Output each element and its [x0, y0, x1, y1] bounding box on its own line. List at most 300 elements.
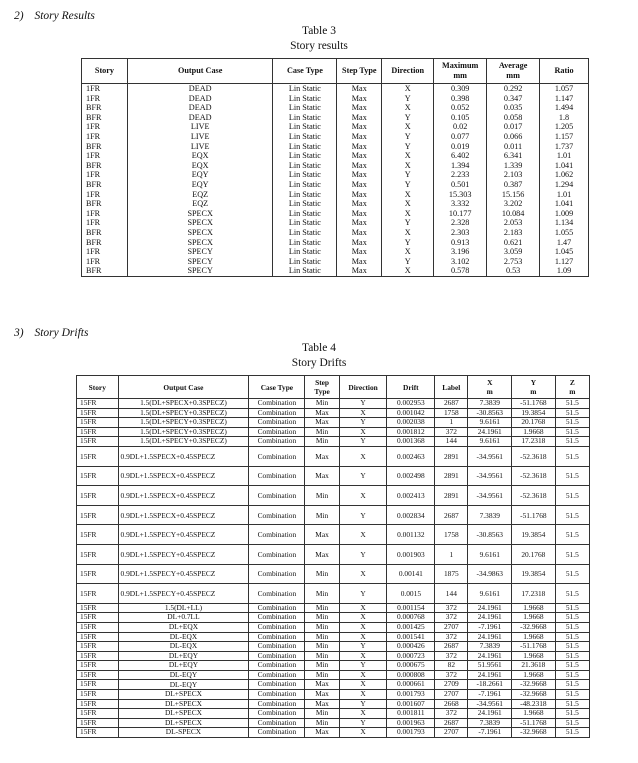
table-cell: 1FR	[82, 190, 128, 200]
table-cell: 51.5	[555, 632, 589, 642]
table-cell: -32.9668	[512, 728, 556, 738]
table-cell: 15FR	[77, 505, 119, 525]
column-header: X m	[468, 376, 512, 399]
table-cell: 0.9DL+1.5SPECX+0.45SPECZ	[118, 486, 249, 506]
column-header: Y m	[512, 376, 556, 399]
table-cell: 1.9668	[512, 613, 556, 623]
table-cell: Combination	[249, 418, 305, 428]
table-cell: 1FR	[82, 247, 128, 257]
table-cell: Y	[382, 238, 434, 248]
table-cell: 15FR	[77, 680, 119, 690]
table-cell: 0.001042	[387, 408, 435, 418]
table-cell: DL+SPECX	[118, 718, 249, 728]
table-cell: 7.3839	[468, 399, 512, 409]
table-cell: Min	[305, 437, 339, 447]
table-cell: 24.1961	[468, 613, 512, 623]
table-cell: EQX	[127, 151, 273, 161]
table-cell: 0.017	[487, 122, 540, 132]
table-cell: 15FR	[77, 427, 119, 437]
table-cell: Min	[305, 613, 339, 623]
table-cell: 0.387	[487, 180, 540, 190]
table-cell: Y	[382, 142, 434, 152]
column-header: Output Case	[118, 376, 249, 399]
table-cell: 2891	[435, 486, 468, 506]
table-cell: Y	[339, 699, 387, 709]
table-cell: 2891	[435, 466, 468, 486]
table-cell: -52.3618	[512, 446, 556, 466]
table-cell: SPECY	[127, 257, 273, 267]
table-cell: 51.5	[555, 437, 589, 447]
table4-caption-title: Story Drifts	[291, 357, 347, 369]
table-cell: 15FR	[77, 544, 119, 564]
table-row	[82, 94, 589, 104]
table-cell: X	[382, 84, 434, 94]
table-cell: 19.3854	[512, 525, 556, 545]
table-cell: Y	[382, 113, 434, 123]
table-cell: Combination	[249, 709, 305, 719]
table-cell: 1.9668	[512, 603, 556, 613]
table-cell: 0.9DL+1.5SPECY+0.45SPECZ	[118, 564, 249, 584]
section-title: Story Results	[34, 10, 95, 22]
table-cell: 0.913	[434, 238, 487, 248]
table-cell: 15.303	[434, 190, 487, 200]
table-cell: 1.057	[540, 84, 589, 94]
table-cell: DEAD	[127, 84, 273, 94]
table-cell: 2709	[435, 680, 468, 690]
table-cell: 15FR	[77, 642, 119, 652]
table-cell: 1FR	[82, 132, 128, 142]
table-cell: 0.105	[434, 113, 487, 123]
section-number: 3)	[14, 327, 24, 339]
table-cell: 0.398	[434, 94, 487, 104]
table-cell: X	[382, 151, 434, 161]
table-cell: -32.9668	[512, 690, 556, 700]
table-cell: 0.066	[487, 132, 540, 142]
table-row	[82, 218, 589, 228]
table-row	[82, 247, 589, 257]
table-cell: -34.9863	[468, 564, 512, 584]
story-drifts-table	[76, 375, 590, 738]
table-cell: 0.001154	[387, 603, 435, 613]
table-cell: X	[339, 728, 387, 738]
table-cell: Lin Static	[273, 180, 337, 190]
table-cell: Y	[382, 218, 434, 228]
table-row	[77, 408, 590, 418]
table-cell: 372	[435, 670, 468, 680]
table-cell: Y	[339, 505, 387, 525]
table-cell: 1875	[435, 564, 468, 584]
table-cell: 0.001811	[387, 709, 435, 719]
table-cell: 1.041	[540, 161, 589, 171]
section-number: 2)	[14, 10, 24, 22]
table-cell: SPECX	[127, 228, 273, 238]
table-cell: Max	[305, 544, 339, 564]
column-header: Label	[435, 376, 468, 399]
table-cell: 7.3839	[468, 505, 512, 525]
table-cell: Max	[305, 690, 339, 700]
table-cell: 2.233	[434, 170, 487, 180]
table-cell: BFR	[82, 113, 128, 123]
table-cell: Max	[337, 199, 382, 209]
table-row	[77, 525, 590, 545]
table-cell: Lin Static	[273, 94, 337, 104]
table-cell: 15FR	[77, 728, 119, 738]
table-cell: 51.5	[555, 505, 589, 525]
table-cell: 0.578	[434, 266, 487, 276]
table-cell: BFR	[82, 238, 128, 248]
table-cell: 2687	[435, 718, 468, 728]
table-cell: Lin Static	[273, 209, 337, 219]
table-cell: -34.9561	[468, 466, 512, 486]
table-cell: 2687	[435, 642, 468, 652]
table-cell: X	[382, 247, 434, 257]
table-cell: 1.045	[540, 247, 589, 257]
table-cell: X	[339, 603, 387, 613]
table-cell: X	[382, 266, 434, 276]
table-row	[77, 446, 590, 466]
table-cell: 2687	[435, 399, 468, 409]
table-cell: 1.9668	[512, 632, 556, 642]
table-cell: 0.347	[487, 94, 540, 104]
table-cell: 0.001607	[387, 699, 435, 709]
table3-caption-title: Story results	[290, 40, 348, 52]
table-row	[77, 564, 590, 584]
table-cell: 372	[435, 709, 468, 719]
table-cell: -34.9561	[468, 699, 512, 709]
table-cell: 0.9DL+1.5SPECX+0.45SPECZ	[118, 446, 249, 466]
table-cell: Max	[337, 247, 382, 257]
table-row	[77, 613, 590, 623]
table-cell: 0.077	[434, 132, 487, 142]
table-cell: 51.5	[555, 418, 589, 428]
table-cell: 1758	[435, 525, 468, 545]
table-cell: 15FR	[77, 584, 119, 604]
table-cell: X	[382, 228, 434, 238]
table-cell: Lin Static	[273, 257, 337, 267]
table-cell: 15FR	[77, 564, 119, 584]
column-header: Output Case	[127, 59, 273, 84]
table-cell: 0.9DL+1.5SPECY+0.45SPECZ	[118, 584, 249, 604]
table-cell: SPECX	[127, 218, 273, 228]
table-cell: Lin Static	[273, 151, 337, 161]
table-cell: Combination	[249, 544, 305, 564]
table-cell: Combination	[249, 427, 305, 437]
table-cell: 2891	[435, 446, 468, 466]
table-cell: X	[382, 161, 434, 171]
table-cell: Max	[337, 209, 382, 219]
table-cell: Combination	[249, 446, 305, 466]
table-row	[82, 199, 589, 209]
table-cell: DL+SPECX	[118, 699, 249, 709]
table-cell: 0.002038	[387, 418, 435, 428]
table-row	[77, 642, 590, 652]
table-cell: 1.737	[540, 142, 589, 152]
table-cell: 0.001368	[387, 437, 435, 447]
table-cell: 1FR	[82, 84, 128, 94]
table-cell: 51.5	[555, 728, 589, 738]
table-cell: DL-EQY	[118, 680, 249, 690]
table-cell: SPECY	[127, 247, 273, 257]
table-cell: 0.02	[434, 122, 487, 132]
table-cell: 1.294	[540, 180, 589, 190]
table-cell: 1.041	[540, 199, 589, 209]
table-cell: 20.1768	[512, 418, 556, 428]
table-cell: X	[339, 564, 387, 584]
table-cell: 2.183	[487, 228, 540, 238]
table-cell: 1758	[435, 408, 468, 418]
table-cell: 24.1961	[468, 427, 512, 437]
table-cell: 51.5	[555, 446, 589, 466]
table-cell: 1.8	[540, 113, 589, 123]
table-cell: 15FR	[77, 408, 119, 418]
table-cell: Max	[305, 680, 339, 690]
table-cell: 9.6161	[468, 584, 512, 604]
table-cell: 82	[435, 661, 468, 671]
table-row	[82, 113, 589, 123]
table-row	[82, 142, 589, 152]
table-cell: EQZ	[127, 199, 273, 209]
table-cell: X	[382, 199, 434, 209]
table-cell: Y	[339, 418, 387, 428]
table-cell: 15FR	[77, 525, 119, 545]
table-cell: 0.000808	[387, 670, 435, 680]
table-cell: 51.5	[555, 642, 589, 652]
table-cell: Max	[337, 257, 382, 267]
table-cell: 51.5	[555, 486, 589, 506]
table-row	[82, 103, 589, 113]
table-cell: 15FR	[77, 466, 119, 486]
table-row	[77, 486, 590, 506]
table-cell: BFR	[82, 103, 128, 113]
table-cell: Lin Static	[273, 218, 337, 228]
table-cell: Combination	[249, 408, 305, 418]
table-cell: Max	[337, 103, 382, 113]
table-cell: Combination	[249, 728, 305, 738]
table-cell: Combination	[249, 622, 305, 632]
table-cell: 1FR	[82, 170, 128, 180]
column-header: Direction	[339, 376, 387, 399]
table-cell: 1.09	[540, 266, 589, 276]
table-cell: 372	[435, 632, 468, 642]
table-cell: Max	[305, 408, 339, 418]
table-cell: 0.002834	[387, 505, 435, 525]
table-cell: Y	[339, 544, 387, 564]
table-cell: Min	[305, 642, 339, 652]
table-cell: 1FR	[82, 151, 128, 161]
table-cell: BFR	[82, 180, 128, 190]
table-cell: 15.156	[487, 190, 540, 200]
table-cell: Combination	[249, 680, 305, 690]
table-cell: 1.5(DL+SPECY+0.3SPECZ)	[118, 437, 249, 447]
table-cell: 0.9DL+1.5SPECX+0.45SPECZ	[118, 505, 249, 525]
table-cell: X	[339, 680, 387, 690]
table-cell: -51.1768	[512, 505, 556, 525]
table-cell: Y	[339, 437, 387, 447]
table-cell: Min	[305, 718, 339, 728]
table-cell: 6.402	[434, 151, 487, 161]
table-cell: X	[339, 408, 387, 418]
table-cell: DL-SPECX	[118, 728, 249, 738]
table-cell: Min	[305, 399, 339, 409]
table-cell: 2.328	[434, 218, 487, 228]
table-cell: 0.001793	[387, 728, 435, 738]
table-cell: LIVE	[127, 142, 273, 152]
table-cell: Min	[305, 603, 339, 613]
table-row	[77, 709, 590, 719]
table-cell: 24.1961	[468, 670, 512, 680]
table-cell: 0.002413	[387, 486, 435, 506]
table-cell: 3.102	[434, 257, 487, 267]
table-cell: 1.01	[540, 190, 589, 200]
table-cell: 9.6161	[468, 544, 512, 564]
table-row	[77, 718, 590, 728]
table-cell: 2668	[435, 699, 468, 709]
story-results-table	[81, 58, 589, 277]
table-cell: Y	[382, 170, 434, 180]
table-cell: Lin Static	[273, 199, 337, 209]
table-cell: 1FR	[82, 122, 128, 132]
table-cell: 24.1961	[468, 709, 512, 719]
table-cell: BFR	[82, 228, 128, 238]
table-cell: 1.147	[540, 94, 589, 104]
table-cell: 51.5	[555, 408, 589, 418]
table-row	[82, 132, 589, 142]
table-cell: DL+SPECX	[118, 690, 249, 700]
table-cell: 1.205	[540, 122, 589, 132]
table-cell: 0.058	[487, 113, 540, 123]
table-cell: X	[339, 709, 387, 719]
table-cell: 9.6161	[468, 418, 512, 428]
table-row	[77, 680, 590, 690]
column-header: Z m	[555, 376, 589, 399]
table-cell: 51.5	[555, 651, 589, 661]
table-cell: 2707	[435, 690, 468, 700]
table-cell: 17.2318	[512, 584, 556, 604]
table-cell: Lin Static	[273, 247, 337, 257]
table-cell: Lin Static	[273, 122, 337, 132]
table-cell: -51.1768	[512, 718, 556, 728]
table-cell: 15FR	[77, 437, 119, 447]
section-title: Story Drifts	[34, 327, 89, 339]
table-cell: 51.5	[555, 718, 589, 728]
table-cell: 51.5	[555, 544, 589, 564]
table-cell: -51.1768	[512, 642, 556, 652]
table-cell: 0.621	[487, 238, 540, 248]
table-cell: 51.5	[555, 680, 589, 690]
table-cell: Y	[382, 132, 434, 142]
table-cell: 144	[435, 437, 468, 447]
table-cell: 51.5	[555, 564, 589, 584]
table-cell: Lin Static	[273, 161, 337, 171]
table-cell: -32.9668	[512, 680, 556, 690]
table-cell: SPECY	[127, 266, 273, 276]
table-cell: Combination	[249, 613, 305, 623]
table-cell: 51.5	[555, 603, 589, 613]
table-cell: 15FR	[77, 699, 119, 709]
table-cell: -7.1961	[468, 622, 512, 632]
table-row	[77, 699, 590, 709]
table-cell: -30.8563	[468, 408, 512, 418]
table-cell: Combination	[249, 525, 305, 545]
table-cell: Y	[382, 180, 434, 190]
table-row	[77, 661, 590, 671]
table-cell: Max	[337, 228, 382, 238]
table-cell: Min	[305, 486, 339, 506]
table-row	[82, 161, 589, 171]
table-cell: 0.001132	[387, 525, 435, 545]
table-row	[82, 180, 589, 190]
table-cell: Max	[337, 170, 382, 180]
table-cell: DL-EQX	[118, 632, 249, 642]
table-cell: Min	[305, 651, 339, 661]
table-row	[82, 228, 589, 238]
table-cell: 372	[435, 603, 468, 613]
table-row	[77, 622, 590, 632]
table-cell: 15FR	[77, 690, 119, 700]
table3-caption-number: Table 3	[301, 25, 336, 37]
table-cell: Lin Static	[273, 84, 337, 94]
table-cell: 0.002463	[387, 446, 435, 466]
table-cell: X	[382, 190, 434, 200]
table-cell: 17.2318	[512, 437, 556, 447]
table-cell: 51.5	[555, 613, 589, 623]
table-cell: 372	[435, 427, 468, 437]
table-cell: 1.5(DL+SPECY+0.3SPECZ)	[118, 418, 249, 428]
table-cell: Combination	[249, 603, 305, 613]
table-cell: 15FR	[77, 603, 119, 613]
table-cell: Max	[337, 122, 382, 132]
table-cell: X	[339, 427, 387, 437]
table-cell: Y	[382, 257, 434, 267]
table-cell: Max	[305, 525, 339, 545]
table-cell: 10.177	[434, 209, 487, 219]
table-cell: 1.127	[540, 257, 589, 267]
table-cell: 1.9668	[512, 670, 556, 680]
table-cell: X	[339, 486, 387, 506]
table-cell: 0.001812	[387, 427, 435, 437]
table-cell: DL+EQY	[118, 651, 249, 661]
table-cell: 1.062	[540, 170, 589, 180]
table-cell: 0.292	[487, 84, 540, 94]
table-cell: Max	[337, 161, 382, 171]
table-cell: 15FR	[77, 622, 119, 632]
table-row	[82, 190, 589, 200]
column-header: Step Type	[337, 59, 382, 84]
table-cell: Y	[339, 661, 387, 671]
table-cell: Max	[337, 238, 382, 248]
table-cell: Lin Static	[273, 228, 337, 238]
table-cell: -48.2318	[512, 699, 556, 709]
table-cell: 1	[435, 544, 468, 564]
table-cell: Combination	[249, 670, 305, 680]
table-row	[82, 84, 589, 94]
table-cell: 1.134	[540, 218, 589, 228]
table-cell: 1.009	[540, 209, 589, 219]
table-cell: -18.2661	[468, 680, 512, 690]
table-cell: 51.9561	[468, 661, 512, 671]
table-cell: Min	[305, 632, 339, 642]
table-cell: EQY	[127, 170, 273, 180]
table-cell: 2687	[435, 505, 468, 525]
table-cell: 51.5	[555, 622, 589, 632]
table4-caption	[0, 341, 638, 371]
table-cell: 1.01	[540, 151, 589, 161]
table-cell: BFR	[82, 161, 128, 171]
table-cell: 1FR	[82, 218, 128, 228]
table-cell: 2.303	[434, 228, 487, 238]
table-cell: 7.3839	[468, 718, 512, 728]
table-cell: 15FR	[77, 399, 119, 409]
